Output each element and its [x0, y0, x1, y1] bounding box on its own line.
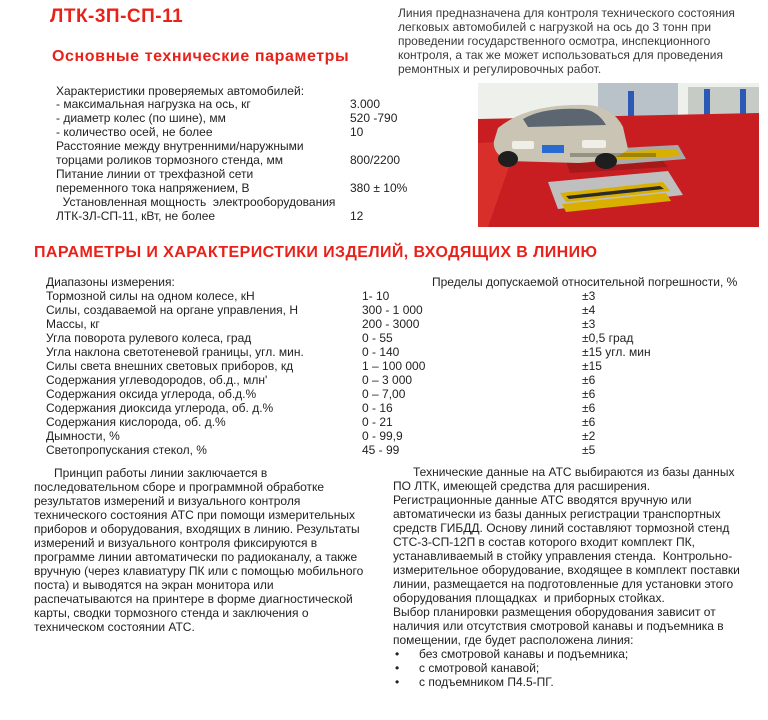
layout-choice-paragraph: Выбор планировки размещения оборудования зависит от наличия или отсутствия смотровой канавы и подъемника в помещении, где будет расположена линия:	[393, 605, 724, 647]
spec-rows	[0, 85, 470, 225]
param-range: 0 - 140	[362, 345, 400, 359]
spec-value: 12	[350, 209, 364, 223]
spec-label: - максимальная нагрузка на ось, кг	[56, 97, 251, 111]
param-name: Силы света внешних световых приборов, кд	[46, 359, 294, 373]
param-range: 200 - 3000	[362, 317, 420, 331]
param-error: ±3	[582, 289, 596, 303]
param-name: Массы, кг	[46, 317, 100, 331]
car-on-brake-test-stand-photo	[478, 83, 759, 227]
param-range: 0 - 55	[362, 331, 393, 345]
param-name: Тормозной силы на одном колесе, кН	[46, 289, 255, 303]
param-range: 0 – 3 000	[362, 373, 413, 387]
bullet-item: • без смотровой канавы и подъемника;	[393, 647, 743, 661]
ranges-header: Диапазоны измерения:	[46, 275, 175, 289]
spec-value: 380 ± 10%	[350, 181, 408, 195]
param-error: ±3	[582, 317, 596, 331]
param-name: Содержания диоксида углерода, об. д.%	[46, 401, 274, 415]
param-range: 0 - 16	[362, 401, 393, 415]
spec-label: ЛТК-3Л-СП-11, кВт, не более	[56, 209, 216, 223]
bullet-item: • с смотровой канавой;	[393, 661, 743, 675]
param-name: Содержания оксида углерода, об.д.%	[46, 387, 257, 401]
param-error: ±2	[582, 429, 596, 443]
param-name: Угла наклона светотеневой границы, угл. мин.	[46, 345, 304, 359]
spec-label: - количество осей, не более	[56, 125, 213, 139]
main-parameters-heading: Основные технические параметры	[52, 48, 350, 65]
param-range: 1- 10	[362, 289, 390, 303]
spec-value: 10	[350, 125, 364, 139]
intro-text: Линия предназначена для контроля технического состояния легковых автомобилей с нагрузкой на ось до 3 тонн при проведении государственного осмотра, инспекционного контроля, а так же может использоваться для проведения ремонтных и регулировочных работ.	[398, 6, 735, 76]
param-error: ±15 угл. мин	[582, 345, 651, 359]
spec-label: торцами роликов тормозного стенда, мм	[56, 153, 284, 167]
param-error: ±6	[582, 401, 596, 415]
spec-label: Установленная мощность электрооборудования	[56, 195, 336, 209]
spec-value: 3.000	[350, 97, 381, 111]
spec-label: переменного тока напряжением, В	[56, 181, 250, 195]
param-range: 300 - 1 000	[362, 303, 423, 317]
spec-label: - диаметр колес (по шине), мм	[56, 111, 226, 125]
param-error: ±6	[582, 415, 596, 429]
param-error: ±15	[582, 359, 602, 373]
errors-header: Пределы допускаемой относительной погрешности, %	[432, 275, 738, 289]
param-range: 45 - 99	[362, 443, 400, 457]
param-name: Силы, создаваемой на органе управления, Н	[46, 303, 298, 317]
param-name: Содержания кислорода, об. д.%	[46, 415, 226, 429]
spec-value: 520 -790	[350, 111, 398, 125]
page-title: ЛТК-3П-СП-11	[50, 6, 184, 27]
spec-value: 800/2200	[350, 153, 401, 167]
operating-principle-text: Принцип работы линии заключается в последовательном сборе и программной обработке результатов измерений и визуального контроля технического состояния АТС при помощи измерительных приборов и оборудования, входящих в линию. Результаты измерений и визуального контроля фиксируются в программе линии автоматически по радиоканалу, а также вручную (через клавиатуру ПК или с помощью мобильного поста) и выводятся на экран монитора или распечатываются на принтере в форме диагностической карты, сводки тормозного стенда и заключения о техническом состоянии АТС.	[34, 466, 367, 634]
param-name: Содержания углеводородов, об.д., млн'	[46, 373, 268, 387]
param-error: ±6	[582, 387, 596, 401]
spec-label: Питание линии от трехфазной сети	[56, 167, 254, 181]
param-name: Дымности, %	[46, 429, 120, 443]
spec-label: Расстояние между внутренними/наружными	[56, 139, 304, 153]
param-error: ±5	[582, 443, 596, 457]
param-name: Светопропускания стекол, %	[46, 443, 207, 457]
param-range: 1 – 100 000	[362, 359, 426, 373]
param-range: 0 - 21	[362, 415, 393, 429]
technical-data-paragraph: Технические данные на АТС выбираются из базы данных ПО ЛТК, имеющей средства для расширения. Регистрационные данные АТС вводятся вручную или автоматически из базы данных регистрации транспортных средств ГИБДД. Основу линий составляют тормозной стенд СТС-3-СП-12П в состав которого входит комплект ПК, устанавливаемый в стойку управления стенда. Контрольно-измерительное оборудование, входящее в комплект поставки линии, размещается на подготовленные для установки этого оборудования площадках и приборных стойках.	[393, 465, 744, 605]
section-title: ПАРАМЕТРЫ И ХАРАКТЕРИСТИКИ ИЗДЕЛИЙ, ВХОДЯЩИХ В ЛИНИЮ	[34, 244, 598, 261]
spec-label: Характеристики проверяемых автомобилей:	[56, 84, 305, 98]
param-error: ±0,5 град	[582, 331, 634, 345]
param-range: 0 – 7,00	[362, 387, 406, 401]
bullet-item: • с подъемником П4.5-ПГ.	[393, 675, 743, 689]
param-range: 0 - 99,9	[362, 429, 403, 443]
technical-data-text	[393, 465, 743, 689]
param-name: Угла поворота рулевого колеса, град	[46, 331, 252, 345]
param-error: ±6	[582, 373, 596, 387]
param-error: ±4	[582, 303, 596, 317]
